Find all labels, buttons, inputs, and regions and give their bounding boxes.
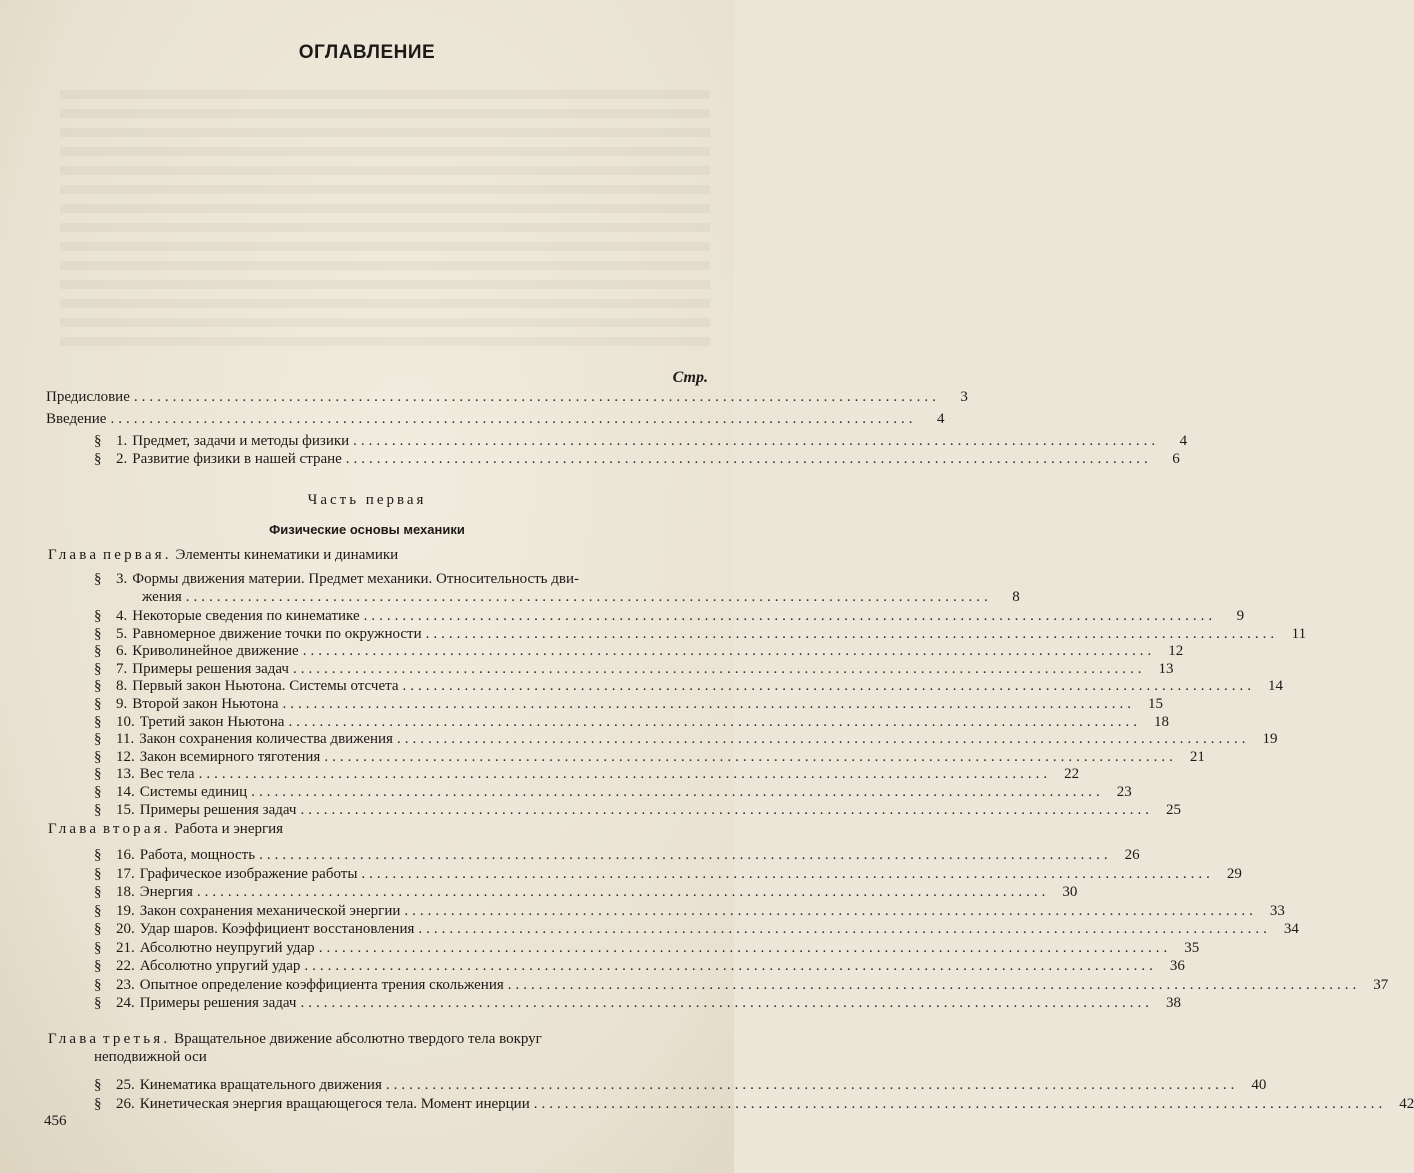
leader-dots: ..............................................................................................................: [361, 865, 1214, 882]
section-title: Некоторые сведения по кинематике: [132, 608, 360, 624]
leader-dots: ..............................................................................................................: [302, 643, 1156, 660]
section-title: Примеры решения задач: [139, 801, 297, 818]
section-page: 12: [1168, 643, 1184, 660]
leader-dots: ........................................................................................................: [345, 451, 1152, 467]
section-number: 8.: [116, 678, 128, 695]
part-heading: Часть первая: [307, 492, 427, 508]
section-number: 7.: [116, 660, 128, 677]
section-sign: §: [94, 847, 102, 863]
leader-dots: ..............................................................................................................: [385, 1077, 1239, 1093]
section-sign: §: [94, 660, 102, 677]
toc-entry[interactable]: [94, 713, 1169, 731]
section-sign: §: [94, 958, 102, 974]
section-number: 13.: [116, 766, 135, 783]
toc-entry[interactable]: [94, 976, 1389, 994]
section-page: 26: [1124, 847, 1140, 863]
section-page: 34: [1283, 921, 1299, 937]
toc-entry[interactable]: § 1. Предмет, задачи и методы физики ........................................................................................................ 4: [94, 433, 1188, 449]
toc-entry[interactable]: [94, 939, 1200, 957]
toc-entry[interactable]: [94, 660, 1174, 678]
leader-dots: ..............................................................................................................: [418, 921, 1271, 937]
section-number: 9.: [116, 696, 128, 712]
chapter-heading-3: Глава третья. Вращательное движение абсолютно твердого тела вокруг: [48, 1031, 542, 1047]
section-title: Закон всемирного тяготения: [139, 748, 321, 765]
section-page: 19: [1262, 731, 1278, 748]
section-number: 6.: [116, 643, 128, 660]
toc-entry[interactable]: [94, 765, 1080, 783]
toc-entry[interactable]: [94, 625, 1307, 643]
section-number: 24.: [116, 995, 135, 1011]
leader-dots: ........................................................................................................: [353, 433, 1160, 449]
chapter-heading-2: Глава вторая. Работа и энергия: [48, 821, 284, 837]
toc-entry-preface[interactable]: Предисловие ........................................................................................................ 3: [46, 389, 968, 405]
section-page: 30: [1062, 884, 1078, 900]
section-number: 21.: [116, 939, 135, 956]
section-title: Примеры решения задач: [139, 995, 297, 1011]
toc-entry[interactable]: [94, 1076, 1267, 1094]
section-number: 23.: [116, 976, 135, 993]
toc-entry[interactable]: [94, 730, 1278, 748]
section-number: 17.: [116, 865, 135, 882]
section-number: 22.: [116, 958, 135, 974]
leader-dots: ..............................................................................................................: [251, 784, 1104, 800]
section-sign: §: [94, 696, 102, 712]
section-page: 33: [1269, 902, 1285, 919]
section-page: 21: [1189, 748, 1205, 765]
toc-entry-introduction[interactable]: Введение ........................................................................................................ 4: [46, 411, 945, 427]
section-page: 36: [1169, 958, 1185, 974]
section-page: 11: [1291, 625, 1307, 642]
section-title: Кинетическая энергия вращающегося тела. Момент инерции: [139, 1095, 530, 1112]
page-number: 456: [44, 1113, 67, 1129]
section-sign: §: [94, 784, 102, 800]
toc-entry[interactable]: [94, 883, 1078, 901]
section-number: 12.: [116, 748, 135, 765]
section-page: 13: [1158, 660, 1174, 677]
toc-entry[interactable]: [94, 865, 1242, 883]
chapter-heading-3-continuation: неподвижной оси: [94, 1049, 207, 1065]
toc-entry-continuation[interactable]: жения ........................................................................................................ 8: [142, 589, 1020, 605]
section-title: Абсолютно упругий удар: [139, 958, 301, 974]
section-page: 42: [1399, 1095, 1414, 1112]
section-title: Третий закон Ньютона: [139, 713, 285, 730]
leader-dots: ..............................................................................................................: [425, 625, 1279, 642]
section-sign: §: [94, 748, 102, 765]
section-sign: §: [94, 1095, 102, 1112]
leader-dots: ........................................................................................................: [185, 589, 992, 605]
toc-entry[interactable]: [94, 783, 1132, 801]
section-number: 19.: [116, 902, 135, 919]
section-title: Криволинейное движение: [132, 643, 299, 660]
section-title: Энергия: [139, 884, 193, 900]
section-number: 18.: [116, 884, 135, 900]
page-column-header: Стр.: [672, 369, 708, 386]
section-sign: §: [94, 995, 102, 1011]
section-number: 4.: [116, 608, 128, 624]
section-sign: §: [94, 884, 102, 900]
leader-dots: ........................................................................................................: [110, 411, 917, 427]
section-sign: §: [94, 625, 102, 642]
toc-entry[interactable]: [94, 957, 1185, 975]
leader-dots: ..............................................................................................................: [396, 731, 1250, 748]
section-number: 10.: [116, 713, 135, 730]
leader-dots: ..............................................................................................................: [198, 766, 1052, 783]
section-number: 5.: [116, 625, 128, 642]
toc-entry[interactable]: [94, 748, 1205, 766]
section-sign: §: [94, 976, 102, 993]
section-sign: §: [94, 902, 102, 919]
leader-dots: ..............................................................................................................: [300, 801, 1153, 818]
section-sign: §: [94, 713, 102, 730]
leader-dots: ..............................................................................................................: [533, 1095, 1387, 1112]
section-page: 29: [1226, 865, 1242, 882]
section-title: Абсолютно неупругий удар: [139, 939, 315, 956]
section-number: 15.: [116, 801, 135, 818]
toc-entry[interactable]: [94, 607, 1245, 625]
leader-dots: ..............................................................................................................: [300, 995, 1153, 1011]
toc-entry[interactable]: § 2. Развитие физики в нашей стране ........................................................................................................ 6: [94, 451, 1180, 467]
leader-dots: ..............................................................................................................: [259, 847, 1112, 863]
show-through-text: [60, 90, 710, 350]
leader-dots: ..............................................................................................................: [196, 884, 1050, 900]
section-title: Закон сохранения количества движения: [139, 731, 393, 748]
toc-entry[interactable]: [94, 920, 1299, 938]
section-title: Удар шаров. Коэффициент восстановления: [139, 921, 415, 937]
section-sign: §: [94, 678, 102, 695]
toc-entry[interactable]: § 3. Формы движения материи. Предмет механики. Относительность дви-: [94, 571, 580, 587]
section-sign: §: [94, 921, 102, 937]
section-title: Вес тела: [139, 766, 195, 783]
section-title: Закон сохранения механической энергии: [139, 902, 401, 919]
section-sign: §: [94, 731, 102, 748]
section-page: 15: [1148, 696, 1163, 712]
section-page: 35: [1184, 939, 1200, 956]
section-number: 25.: [116, 1077, 135, 1093]
section-page: 38: [1165, 995, 1181, 1011]
section-title: Кинематика вращательного движения: [139, 1077, 382, 1093]
leader-dots: ........................................................................................................: [133, 389, 940, 405]
section-title: Опытное определение коэффициента трения скольжения: [139, 976, 504, 993]
toc-entry[interactable]: [94, 846, 1140, 864]
section-sign: §: [94, 608, 102, 624]
toc-entry[interactable]: [94, 801, 1181, 819]
section-page: 25: [1165, 801, 1181, 818]
section-number: 16.: [116, 847, 135, 863]
section-number: 11.: [116, 731, 135, 748]
section-page: 9: [1236, 608, 1245, 624]
section-number: 20.: [116, 921, 135, 937]
section-page: 23: [1116, 784, 1132, 800]
chapter-heading-1: Глава первая. Элементы кинематики и динамики: [48, 547, 399, 563]
section-title: Системы единиц: [139, 784, 248, 800]
leader-dots: ..............................................................................................................: [404, 902, 1257, 919]
section-number: 14.: [116, 784, 135, 800]
toc-entry[interactable]: [94, 642, 1184, 660]
toc-entry[interactable]: [94, 902, 1285, 920]
leader-dots: ..............................................................................................................: [292, 660, 1146, 677]
section-number: 26.: [116, 1095, 135, 1112]
section-title: Второй закон Ньютона: [132, 696, 279, 712]
section-title: Работа, мощность: [139, 847, 256, 863]
leader-dots: ..............................................................................................................: [288, 713, 1141, 730]
leader-dots: ..............................................................................................................: [363, 608, 1217, 624]
section-sign: §: [94, 766, 102, 783]
section-page: 22: [1064, 766, 1080, 783]
section-sign: §: [94, 939, 102, 956]
section-title: Первый закон Ньютона. Системы отсчета: [132, 678, 399, 695]
leader-dots: ..............................................................................................................: [507, 976, 1361, 993]
page-title: ОГЛАВЛЕНИЕ: [298, 42, 436, 63]
leader-dots: ..............................................................................................................: [324, 748, 1177, 765]
section-page: 40: [1251, 1077, 1267, 1093]
leader-dots: ..............................................................................................................: [318, 939, 1172, 956]
toc-entry[interactable]: [94, 994, 1181, 1012]
toc-entry[interactable]: [94, 1095, 1414, 1113]
leader-dots: ..............................................................................................................: [282, 696, 1135, 712]
section-sign: §: [94, 643, 102, 660]
section-page: 18: [1153, 713, 1169, 730]
section-title: Графическое изображение работы: [139, 865, 358, 882]
section-sign: §: [94, 801, 102, 818]
leader-dots: ..............................................................................................................: [304, 958, 1157, 974]
section-title: Примеры решения задач: [132, 660, 289, 677]
section-page: 37: [1373, 976, 1389, 993]
toc-entry[interactable]: [94, 695, 1163, 713]
part-subtitle: Физические основы механики: [269, 522, 465, 537]
section-sign: §: [94, 865, 102, 882]
section-sign: §: [94, 1077, 102, 1093]
toc-entry[interactable]: [94, 677, 1284, 695]
section-title: Равномерное движение точки по окружности: [132, 625, 422, 642]
leader-dots: ..............................................................................................................: [402, 678, 1256, 695]
section-page: 14: [1268, 678, 1284, 695]
